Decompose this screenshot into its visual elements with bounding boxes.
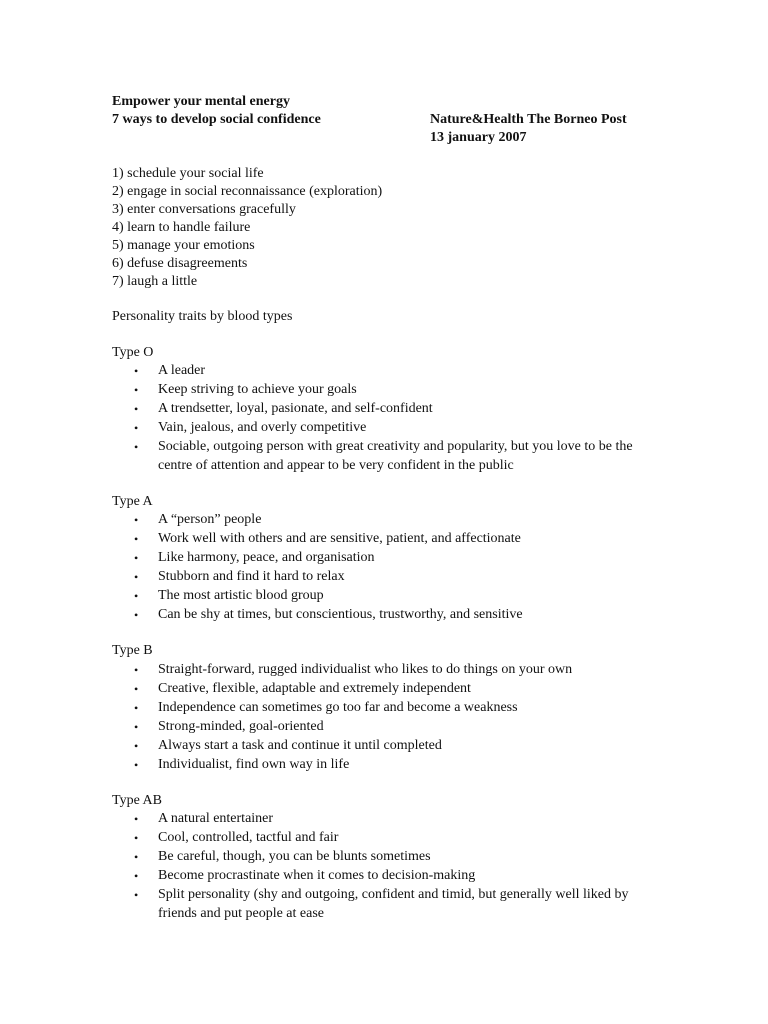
trait-item: A “person” people bbox=[158, 512, 262, 527]
step-item: 6) defuse disagreements bbox=[112, 256, 248, 271]
publication-date: 13 january 2007 bbox=[430, 130, 527, 145]
bullet-marker: • bbox=[134, 720, 139, 734]
trait-item: Work well with others and are sensitive, patient, and affectionate bbox=[158, 531, 521, 546]
trait-item: Sociable, outgoing person with great creativity and popularity, but you love to be the centre of attention and appear to be very confident in the public bbox=[158, 439, 633, 473]
bullet-marker: • bbox=[134, 701, 139, 715]
step-item: 7) laugh a little bbox=[112, 274, 198, 289]
step-item: 1) schedule your social life bbox=[112, 166, 264, 181]
trait-item: Stubborn and find it hard to relax bbox=[158, 569, 345, 584]
step-item: 4) learn to handle failure bbox=[112, 220, 251, 235]
trait-item: Be careful, though, you can be blunts sometimes bbox=[158, 849, 431, 864]
trait-item: A leader bbox=[158, 363, 206, 378]
trait-item: Keep striving to achieve your goals bbox=[158, 382, 357, 397]
document-subtitle: 7 ways to develop social confidence bbox=[112, 112, 321, 127]
trait-item: Creative, flexible, adaptable and extremely independent bbox=[158, 681, 471, 696]
trait-item: Become procrastinate when it comes to decision-making bbox=[158, 868, 476, 883]
bullet-marker: • bbox=[134, 440, 139, 454]
trait-item: A natural entertainer bbox=[158, 811, 274, 826]
bullet-marker: • bbox=[134, 402, 139, 416]
trait-item: Individualist, find own way in life bbox=[158, 757, 350, 772]
bullet-marker: • bbox=[134, 551, 139, 565]
bullet-marker: • bbox=[134, 364, 139, 378]
trait-item: The most artistic blood group bbox=[158, 588, 324, 603]
trait-item: Split personality (shy and outgoing, confident and timid, but generally well liked by friends and put people at ease bbox=[158, 887, 629, 921]
trait-item: Like harmony, peace, and organisation bbox=[158, 550, 375, 565]
step-item: 2) engage in social reconnaissance (exploration) bbox=[112, 184, 383, 199]
bullet-marker: • bbox=[134, 383, 139, 397]
bullet-marker: • bbox=[134, 421, 139, 435]
bullet-marker: • bbox=[134, 513, 139, 527]
bullet-marker: • bbox=[134, 812, 139, 826]
trait-item: Strong-minded, goal-oriented bbox=[158, 719, 324, 734]
trait-item: Straight-forward, rugged individualist who likes to do things on your own bbox=[158, 662, 573, 677]
trait-item: Always start a task and continue it until completed bbox=[158, 738, 442, 753]
bullet-marker: • bbox=[134, 869, 139, 883]
bullet-marker: • bbox=[134, 682, 139, 696]
bullet-marker: • bbox=[134, 570, 139, 584]
bullet-marker: • bbox=[134, 532, 139, 546]
document-title: Empower your mental energy bbox=[112, 94, 290, 109]
bullet-marker: • bbox=[134, 850, 139, 864]
step-item: 5) manage your emotions bbox=[112, 238, 255, 253]
bullet-marker: • bbox=[134, 739, 139, 753]
trait-item: Can be shy at times, but conscientious, trustworthy, and sensitive bbox=[158, 607, 523, 622]
trait-item: Cool, controlled, tactful and fair bbox=[158, 830, 339, 845]
bullet-marker: • bbox=[134, 608, 139, 622]
trait-item: Vain, jealous, and overly competitive bbox=[158, 420, 367, 435]
trait-item: Independence can sometimes go too far and become a weakness bbox=[158, 700, 518, 715]
type-heading: Type A bbox=[112, 494, 153, 509]
bullet-marker: • bbox=[134, 888, 139, 902]
type-heading: Type B bbox=[112, 643, 153, 658]
step-item: 3) enter conversations gracefully bbox=[112, 202, 296, 217]
type-heading: Type O bbox=[112, 345, 154, 360]
bullet-marker: • bbox=[134, 589, 139, 603]
trait-item: A trendsetter, loyal, pasionate, and self-confident bbox=[158, 401, 433, 416]
bullet-marker: • bbox=[134, 663, 139, 677]
bullet-marker: • bbox=[134, 758, 139, 772]
source-credit: Nature&Health The Borneo Post bbox=[430, 112, 627, 127]
bullet-marker: • bbox=[134, 831, 139, 845]
type-heading: Type AB bbox=[112, 793, 162, 808]
section-title: Personality traits by blood types bbox=[112, 309, 293, 324]
